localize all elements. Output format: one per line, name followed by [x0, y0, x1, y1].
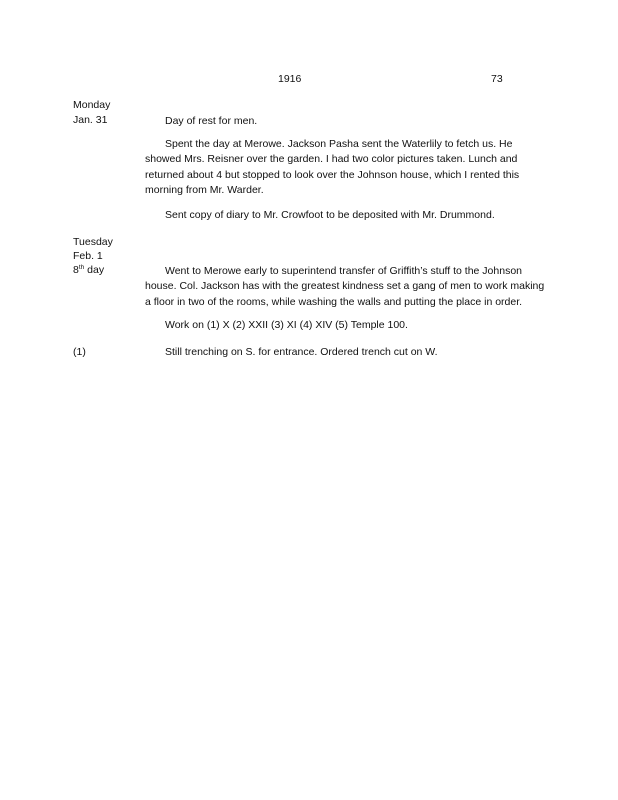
entry-paragraph: Sent copy of diary to Mr. Crowfoot to be deposited with Mr. Drummond.: [165, 209, 495, 221]
entry-text: [145, 318, 545, 333]
entry-paragraph: Still trenching on S. for entrance. Ordered trench cut on W.: [165, 346, 438, 358]
entry-text: [145, 137, 545, 198]
entry-text: [145, 264, 545, 310]
entry-paragraph: Work on (1) X (2) XXII (3) XI (4) XIV (5) Temple 100.: [165, 319, 408, 331]
entry-weekday: Monday: [73, 99, 111, 111]
entry-weekday: Tuesday: [73, 236, 113, 248]
entry-site-label: (1): [73, 346, 86, 358]
entry-text: [145, 345, 545, 360]
day-number: 8: [73, 264, 79, 276]
day-ordinal-suffix: th: [78, 264, 85, 271]
entry-date: Jan. 31: [73, 114, 108, 126]
page-number: 73: [491, 73, 503, 85]
entry-day-count: [73, 264, 104, 277]
entry-paragraph: Went to Merowe early to superintend transfer of Griffith’s stuff to the Johnson house. Col. Jackson has with the greatest kindness set a gang of men to work making a floor in two of the rooms, while washing the walls and putting the place in order.: [145, 265, 545, 308]
page-year: 1916: [278, 73, 302, 85]
entry-paragraph: Spent the day at Merowe. Jackson Pasha sent the Waterlily to fetch us. He showed Mrs. Reisner over the garden. I had two color pictures taken. Lunch and returned about 4 but stopped to look over the Johnson house, which I rented this morning from Mr. Warder.: [145, 138, 520, 196]
entry-text: [145, 208, 545, 223]
entry-text: [145, 114, 545, 129]
entry-paragraph: Day of rest for men.: [165, 115, 258, 127]
day-word: day: [84, 264, 105, 276]
entry-date: Feb. 1: [73, 250, 103, 262]
